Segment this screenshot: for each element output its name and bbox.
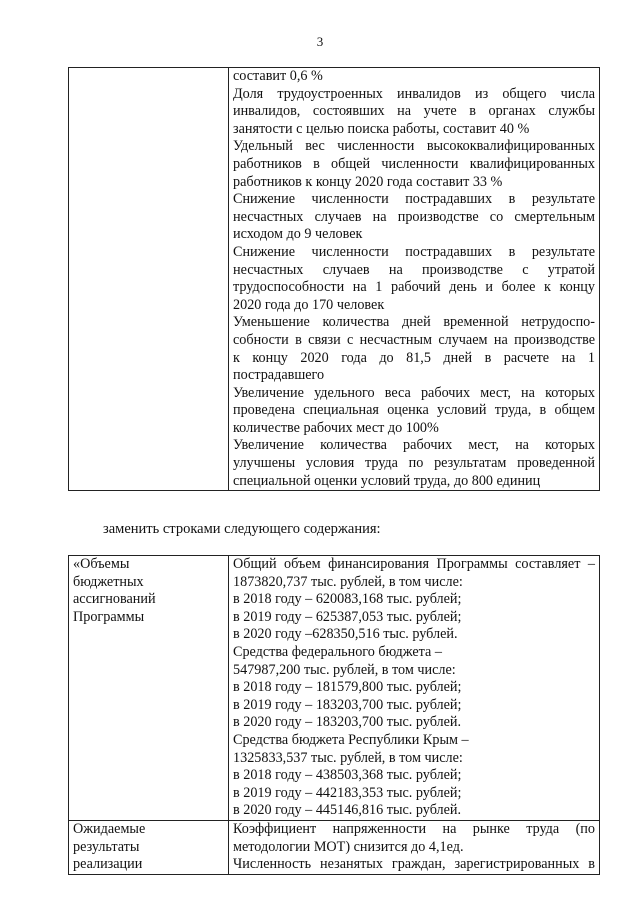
text-line: 1325833,537 тыс. рублей, в том числе: (233, 749, 463, 766)
text-line: количестве рабочих мест до 100% (233, 419, 439, 436)
text-line: Общий объем финансирования Программы составляет – (233, 556, 595, 572)
text-line: реализации (73, 856, 143, 873)
text-line: работников к концу 2020 года составит 33 % (233, 173, 503, 190)
table-row-budget (69, 556, 600, 821)
table-row-results (69, 820, 600, 874)
text-line: 1873820,737 тыс. рублей, в том числе: (233, 573, 463, 590)
budget-label-cell (69, 556, 229, 821)
text-line: несчастных случаев на производстве с утратой (233, 261, 595, 278)
text-line: пострадавшего (233, 367, 325, 384)
text-line: Численность незанятых граждан, зарегистрированных в (233, 856, 595, 873)
text-line: в 2018 году – 181579,800 тыс. рублей; (233, 679, 462, 696)
text-line: в 2018 году – 620083,168 тыс. рублей; (233, 591, 462, 608)
text-line: трудоспособности на 1 рабочий день и более к концу (233, 279, 595, 296)
text-line: инвалидов, состоявших на учете в органах службы (233, 103, 595, 120)
indicators-cell (229, 68, 600, 491)
text-line: в 2020 году – 445146,816 тыс. рублей. (233, 802, 462, 819)
text-line: исходом до 9 человек (233, 226, 363, 243)
text-line: Снижение численности пострадавших в результате (233, 243, 595, 260)
text-line: проведена специальная оценка условий труда, в общем (233, 402, 595, 419)
text-line: Средства федерального бюджета – (233, 643, 442, 660)
text-line: результаты (73, 838, 140, 855)
text-line: Программы (73, 608, 145, 625)
previous-text-table (68, 67, 600, 491)
budget-details-cell (229, 556, 600, 821)
text-line: составит 0,6 % (233, 68, 323, 84)
text-line: занятости с целью поиска работы, составит 40 % (233, 120, 530, 137)
text-line: Уменьшение количества дней временной нетрудоспо- (233, 314, 595, 331)
text-line: несчастных случаев на производстве со смертельным (233, 208, 595, 225)
table-cell-left-empty (69, 68, 229, 491)
text-line: работников в общей численности квалифицированных (233, 155, 595, 172)
text-line: «Объемы (73, 556, 130, 572)
table-row (69, 68, 600, 491)
text-line: Увеличение удельного веса рабочих мест, на которых (233, 384, 595, 401)
text-line: в 2019 году – 625387,053 тыс. рублей; (233, 608, 462, 625)
text-line: Доля трудоустроенных инвалидов из общего числа (233, 85, 595, 102)
results-details-cell (229, 820, 600, 874)
text-line: собности в связи с несчастным случаем на производстве (233, 331, 595, 348)
replacement-instruction: заменить строками следующего содержания: (103, 521, 381, 537)
results-label-cell (69, 820, 229, 874)
text-line: Ожидаемые (73, 820, 146, 837)
text-line: 2020 года до 170 человек (233, 296, 385, 313)
text-line: в 2018 году – 438503,368 тыс. рублей; (233, 767, 462, 784)
text-line: специальной оценки условий труда, до 800 единиц (233, 472, 541, 489)
text-line: в 2020 году – 183203,700 тыс. рублей. (233, 714, 462, 731)
text-line: Удельный вес численности высококвалифицированных (233, 138, 595, 155)
text-line: Снижение численности пострадавших в результате (233, 191, 595, 208)
text-line: улучшены условия труда по результатам проведенной (233, 455, 595, 472)
text-line: в 2020 году –628350,516 тыс. рублей. (233, 626, 458, 643)
text-line: 547987,200 тыс. рублей, в том числе: (233, 661, 456, 678)
text-line: Коэффициент напряженности на рынке труда (по (233, 820, 595, 837)
text-line: Средства бюджета Республики Крым – (233, 731, 469, 748)
text-line: в 2019 году – 442183,353 тыс. рублей; (233, 784, 462, 801)
text-line: ассигнований (73, 591, 156, 608)
replacement-table (68, 555, 600, 875)
text-line: бюджетных (73, 573, 144, 590)
text-line: к концу 2020 года до 81,5 дней в расчете на 1 (233, 349, 595, 366)
text-line: методологии МОТ) снизится до 4,1ед. (233, 838, 464, 855)
page-number: 3 (316, 34, 324, 49)
text-line: в 2019 году – 183203,700 тыс. рублей; (233, 696, 462, 713)
text-line: Увеличение количества рабочих мест, на которых (233, 437, 595, 454)
